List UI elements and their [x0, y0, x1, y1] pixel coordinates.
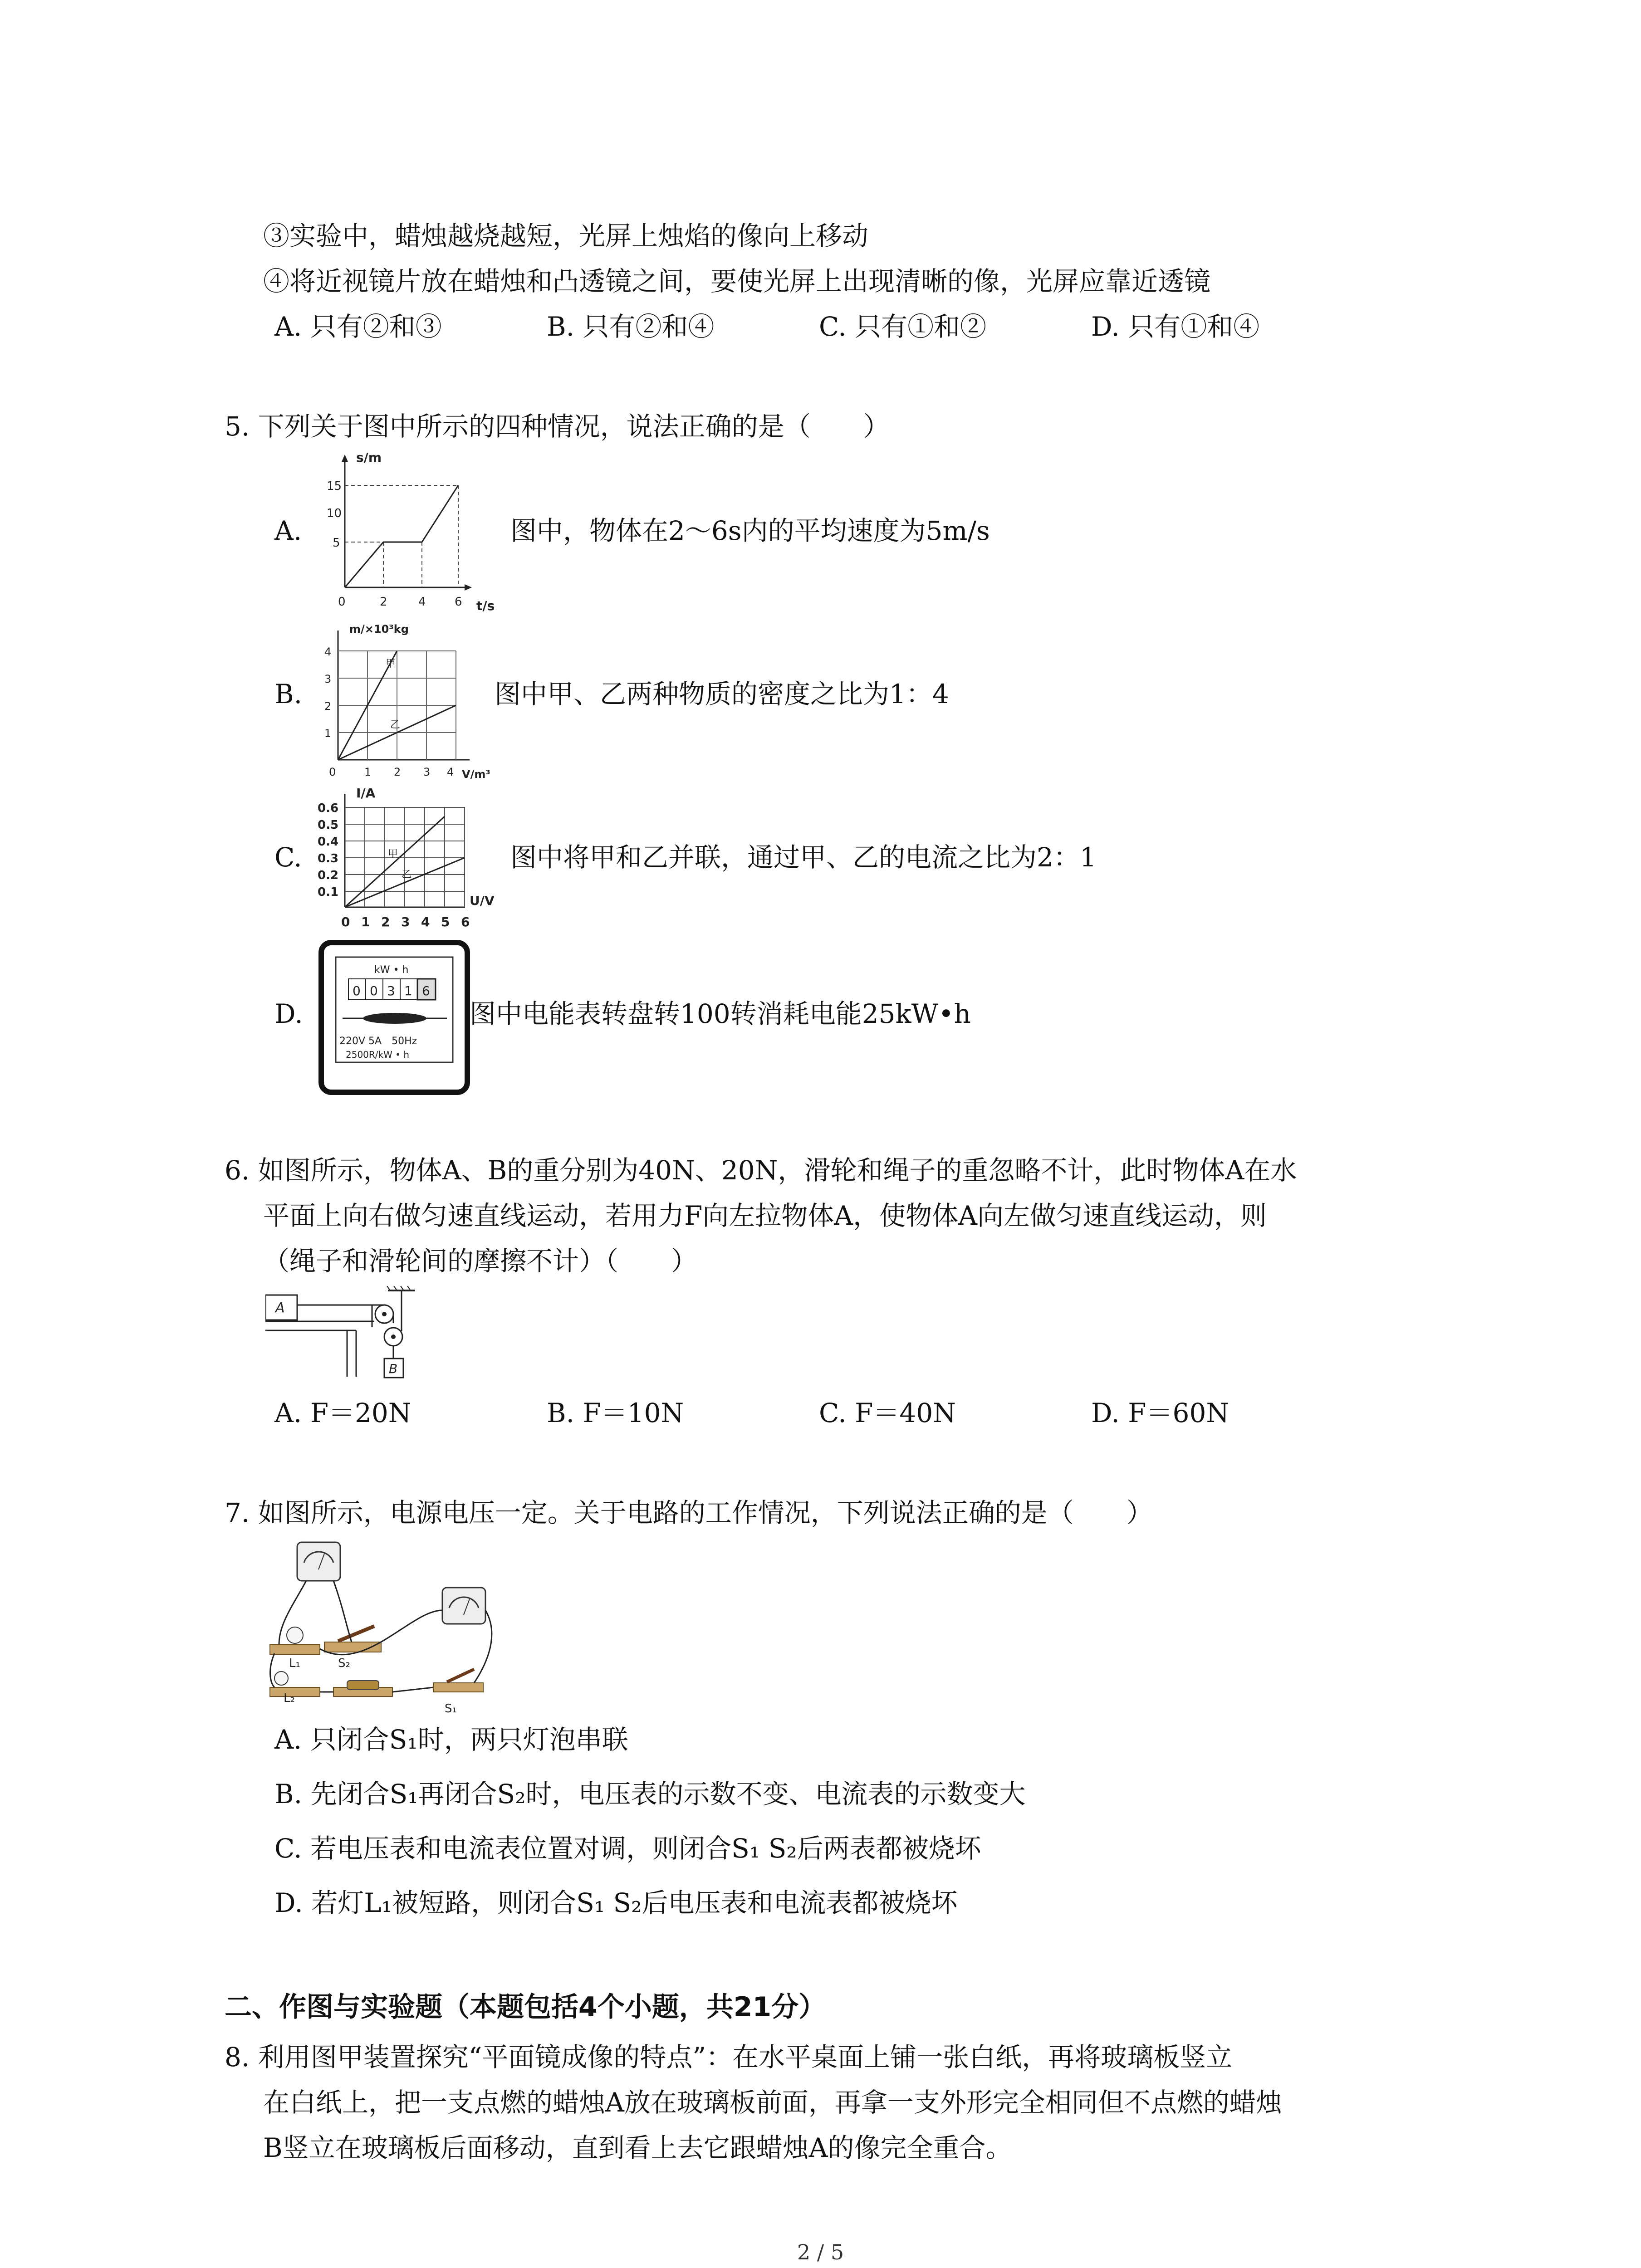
- page-number: 2 / 5: [797, 2240, 844, 2264]
- svg-text:I/A: I/A: [356, 786, 376, 801]
- q5-option-c-label: C.: [274, 842, 302, 873]
- q8-stem-line-3: B竖立在玻璃板后面移动，直到看上去它跟蜡烛A的像完全重合。: [263, 2132, 1012, 2163]
- svg-text:kW • h: kW • h: [374, 964, 409, 976]
- q5-option-c-text: 图中将甲和乙并联，通过甲、乙的电流之比为2：1: [510, 842, 1097, 873]
- svg-text:乙: 乙: [402, 869, 412, 880]
- q5-energy-meter: [318, 939, 472, 1098]
- section-2-heading: 二、作图与实验题（本题包括4个小题，共21分）: [225, 1991, 826, 2023]
- q5-graph-a: [318, 449, 508, 617]
- label-l1: L₁: [289, 1657, 300, 1670]
- svg-text:6: 6: [422, 983, 430, 998]
- q7-option-b: B. 先闭合S₁再闭合S₂时，电压表的示数不变、电流表的示数变大: [274, 1779, 1026, 1809]
- svg-text:0: 0: [370, 983, 378, 998]
- label-l2: L₂: [284, 1691, 295, 1705]
- graph-a-ylabel: s/m: [356, 450, 382, 465]
- svg-text:220V 5A 50Hz: 220V 5A 50Hz: [339, 1036, 417, 1047]
- svg-text:0: 0: [353, 983, 361, 998]
- svg-text:2: 2: [394, 766, 401, 778]
- q4-statement-3: ③实验中，蜡烛越烧越短，光屏上烛焰的像向上移动: [263, 220, 869, 251]
- q7-circuit-figure: [265, 1538, 519, 1719]
- block-a-label: A: [275, 1300, 285, 1316]
- svg-text:3: 3: [324, 673, 332, 685]
- svg-text:1: 1: [404, 983, 412, 998]
- svg-text:2: 2: [381, 914, 390, 929]
- q6-option-d: D. F＝60N: [1091, 1398, 1230, 1428]
- q6-stem-line-2: 平面上向右做匀速直线运动，若用力F向左拉物体A，使物体A向左做匀速直线运动，则: [263, 1200, 1267, 1231]
- svg-text:15: 15: [327, 479, 342, 493]
- block-b-label: B: [389, 1361, 398, 1376]
- q8-stem-line-1: 8. 利用图甲装置探究“平面镜成像的特点”：在水平桌面上铺一张白纸，再将玻璃板竖立: [225, 2042, 1233, 2072]
- svg-text:甲: 甲: [388, 849, 398, 860]
- graph-a-xlabel: t/s: [476, 598, 495, 613]
- svg-text:10: 10: [327, 507, 342, 520]
- svg-text:0.1: 0.1: [318, 885, 339, 899]
- q4-option-d: D. 只有①和④: [1091, 311, 1260, 342]
- q7-stem: 7. 如图所示，电源电压一定。关于电路的工作情况，下列说法正确的是（ ）: [225, 1497, 1153, 1528]
- svg-text:0: 0: [338, 595, 346, 609]
- svg-text:0.5: 0.5: [318, 818, 339, 832]
- svg-text:4: 4: [447, 766, 454, 778]
- svg-text:U/V: U/V: [470, 893, 495, 908]
- svg-text:3: 3: [423, 766, 431, 778]
- q4-option-b: B. 只有②和④: [547, 311, 715, 342]
- q4-statement-4: ④将近视镜片放在蜡烛和凸透镜之间，要使光屏上出现清晰的像，光屏应靠近透镜: [263, 266, 1211, 297]
- svg-text:5: 5: [333, 536, 340, 550]
- svg-text:6: 6: [461, 914, 470, 929]
- q6-pulley-figure: [265, 1286, 456, 1395]
- svg-text:4: 4: [418, 595, 426, 609]
- svg-text:4: 4: [421, 914, 430, 929]
- svg-text:m/×10³kg: m/×10³kg: [349, 623, 409, 635]
- q5-option-b-text: 图中甲、乙两种物质的密度之比为1：4: [495, 679, 949, 709]
- svg-text:6: 6: [455, 595, 462, 609]
- svg-text:1: 1: [361, 914, 370, 929]
- svg-text:5: 5: [441, 914, 450, 929]
- q5-graph-b: [318, 621, 499, 785]
- q7-option-a: A. 只闭合S₁时，两只灯泡串联: [274, 1724, 628, 1755]
- svg-text:3: 3: [401, 914, 410, 929]
- svg-text:2: 2: [324, 700, 332, 713]
- svg-text:甲: 甲: [386, 658, 396, 670]
- label-s1: S₁: [445, 1702, 457, 1716]
- q8-stem-line-2: 在白纸上，把一支点燃的蜡烛A放在玻璃板前面，再拿一支外形完全相同但不点燃的蜡烛: [263, 2087, 1282, 2118]
- q7-option-c: C. 若电压表和电流表位置对调，则闭合S₁ S₂后两表都被烧坏: [274, 1833, 981, 1864]
- svg-text:3: 3: [387, 983, 395, 998]
- q5-stem: 5. 下列关于图中所示的四种情况，说法正确的是（ ）: [225, 411, 890, 442]
- q7-option-d: D. 若灯L₁被短路，则闭合S₁ S₂后电压表和电流表都被烧坏: [274, 1887, 958, 1918]
- q5-option-d-text: 图中电能表转盘转100转消耗电能25kW•h: [470, 998, 971, 1029]
- q6-option-a: A. F＝20N: [274, 1398, 411, 1428]
- svg-text:0: 0: [341, 914, 350, 929]
- svg-text:乙: 乙: [390, 719, 401, 731]
- q5-option-b-label: B.: [274, 679, 303, 709]
- q5-option-a-label: A.: [274, 515, 302, 546]
- q5-graph-c: [313, 785, 513, 939]
- svg-text:0.3: 0.3: [318, 852, 339, 865]
- q4-option-a: A. 只有②和③: [274, 311, 442, 342]
- q6-option-b: B. F＝10N: [547, 1398, 684, 1428]
- q5-option-d-label: D.: [274, 998, 303, 1029]
- svg-text:1: 1: [364, 766, 372, 778]
- q4-option-c: C. 只有①和②: [819, 311, 987, 342]
- svg-text:0.4: 0.4: [318, 835, 339, 849]
- svg-text:4: 4: [324, 645, 332, 658]
- svg-text:0: 0: [329, 766, 336, 778]
- q5-option-a-text: 图中，物体在2～6s内的平均速度为5m/s: [510, 515, 990, 546]
- svg-text:2500R/kW • h: 2500R/kW • h: [346, 1049, 410, 1060]
- q6-stem-line-3: （绳子和滑轮间的摩擦不计）（ ）: [263, 1246, 698, 1276]
- svg-text:V/m³: V/m³: [462, 768, 490, 781]
- svg-text:1: 1: [324, 727, 332, 740]
- q6-stem-line-1: 6. 如图所示，物体A、B的重分别为40N、20N，滑轮和绳子的重忽略不计，此时物体A在水: [225, 1155, 1297, 1186]
- q6-option-c: C. F＝40N: [819, 1398, 956, 1428]
- label-s2: S₂: [338, 1657, 350, 1670]
- svg-text:0.6: 0.6: [318, 802, 339, 815]
- svg-text:0.2: 0.2: [318, 869, 339, 882]
- svg-text:2: 2: [380, 595, 387, 609]
